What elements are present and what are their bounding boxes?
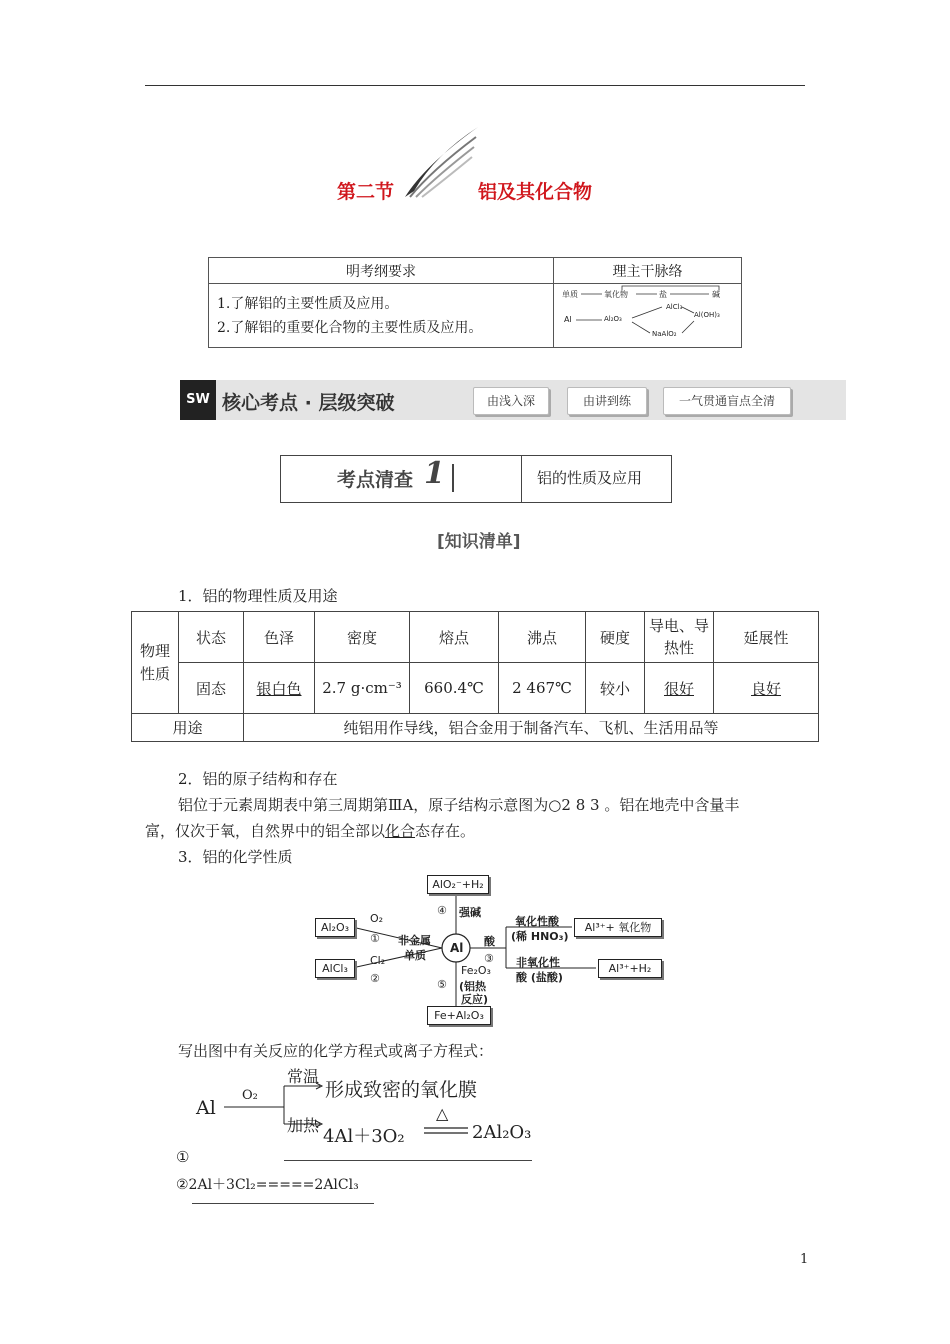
side-label: 物理性质 (132, 612, 179, 714)
physical-properties-table (131, 611, 819, 742)
s2-line1: 铝位于元素周期表中第三周期第ⅢA，原子结构示意图为○2 8 3 。铝在地壳中含量丰 (178, 796, 740, 814)
top-rule (145, 85, 805, 86)
eq-line2: ②2Al＋3Cl₂=====2AlCl₃ (176, 1177, 359, 1193)
num-2: ② (370, 972, 380, 985)
h-color: 色泽 (244, 612, 315, 663)
num-5: ⑤ (437, 978, 447, 991)
v-ductility: 良好 (714, 663, 819, 714)
label-strong-base: 强碱 (459, 906, 481, 919)
s2-line2c: 态存在。 (415, 822, 476, 840)
diagram-center: Al (450, 941, 464, 955)
h-melting: 熔点 (410, 612, 499, 663)
v-density: 2.7 g·cm⁻³ (315, 663, 410, 714)
v-hardness: 较小 (586, 663, 645, 714)
kaodian-topic: 铝的性质及应用 (537, 469, 643, 487)
label-cl2: Cl₂ (370, 954, 386, 967)
label-ox-acid2: (稀 HNO₃) (511, 930, 569, 943)
chemical-properties-diagram (310, 870, 670, 1030)
label-nonox-acid2: 酸 (盐酸) (516, 971, 563, 984)
box-alcl3: AlCl₃ (315, 959, 355, 978)
eq-delta: △ (436, 1104, 449, 1123)
eq-heat: 加热 (287, 1116, 320, 1135)
eq-o2: O₂ (242, 1088, 258, 1103)
box-al3-oxide: Al³⁺+ 氧化物 (574, 918, 662, 937)
btn-lecture-to-practice[interactable]: 由讲到练 (567, 387, 647, 415)
banner-title: 核心考点 · 层级突破 (222, 392, 395, 414)
section-title: 铝及其化合物 (478, 181, 593, 203)
flow-alcl3: AlCl₃ (666, 302, 683, 311)
flow-danzhi: 单质 (562, 289, 578, 299)
num-4: ④ (437, 904, 447, 917)
flow-al: Al (564, 314, 572, 324)
num-1: ① (370, 932, 380, 945)
eq-num1: ① (176, 1148, 190, 1166)
h-conductivity: 导电、导热性 (645, 612, 714, 663)
req-item-2: 2.了解铝的重要化合物的主要性质及应用。 (217, 319, 483, 336)
v-state: 固态 (179, 663, 244, 714)
s3-heading: 3．铝的化学性质 (178, 848, 293, 866)
flow-diagram (554, 285, 740, 347)
v-color: 银白色 (244, 663, 315, 714)
eq-al: Al (196, 1097, 216, 1119)
sw-logo: SW (180, 380, 216, 420)
section-label: 第二节 (337, 181, 395, 203)
flow-naalo2: NaAlO₂ (652, 329, 677, 338)
h-ductility: 延展性 (714, 612, 819, 663)
num-3: ③ (484, 952, 494, 965)
flow-aloh3: Al(OH)₃ (694, 310, 720, 319)
s2-line2b: 化合 (385, 822, 416, 840)
h-state: 状态 (179, 612, 244, 663)
v-boiling: 2 467℃ (499, 663, 586, 714)
eq-right: 2Al₂O₃ (472, 1122, 532, 1143)
h-hardness: 硬度 (586, 612, 645, 663)
label-fe2o3: Fe₂O₃ (461, 964, 491, 977)
eq-room-temp: 常温 (287, 1067, 320, 1086)
s1-heading: 1．铝的物理性质及用途 (178, 587, 338, 605)
kaodian-label: 考点清查 (337, 469, 414, 491)
req-item-1: 1.了解铝的主要性质及应用。 (217, 295, 399, 312)
v-melting: 660.4℃ (410, 663, 499, 714)
label-acid: 酸 (484, 935, 495, 948)
req-col2-header: 理主干脉络 (554, 258, 742, 284)
kaodian-number: 1 (424, 456, 445, 491)
use-value: 纯铝用作导线，铝合金用于制备汽车、飞机、生活用品等 (244, 714, 819, 742)
label-ox-acid: 氧化性酸 (515, 915, 559, 928)
reactions-intro: 写出图中有关反应的化学方程式或离子方程式： (178, 1042, 494, 1060)
page-number: 1 (800, 1252, 809, 1267)
label-nonmetal: 非金属 (398, 934, 431, 947)
label-nonox-acid: 非氧化性 (516, 956, 560, 969)
s2-line2a: 富，仅次于氧，自然界中的铝全部以 (145, 822, 386, 840)
knowledge-list-heading: [知识清单] (437, 532, 521, 552)
box-top: AlO₂⁻+H₂ (427, 875, 489, 894)
box-al2o3: Al₂O₃ (315, 918, 355, 937)
label-danzhi: 单质 (404, 949, 426, 962)
label-thermite1: (铝热 (459, 980, 487, 993)
flow-al2o3: Al₂O₃ (604, 314, 622, 323)
swoosh-logo-icon (400, 125, 482, 200)
btn-shallow-to-deep[interactable]: 由浅入深 (473, 387, 549, 415)
label-thermite2: 反应) (461, 993, 489, 1006)
box-bottom: Fe+Al₂O₃ (427, 1006, 491, 1025)
box-al3-h2: Al³⁺+H₂ (598, 959, 662, 978)
kaodian-box (280, 455, 672, 503)
v-conductivity: 很好 (645, 663, 714, 714)
req-col1-header: 明考纲要求 (209, 258, 554, 284)
flow-base: 碱 (712, 289, 720, 299)
use-label: 用途 (132, 714, 244, 742)
flow-oxide: 氧化物 (604, 289, 628, 299)
equals-sign-icon (424, 1126, 468, 1136)
core-banner (180, 380, 846, 420)
h-density: 密度 (315, 612, 410, 663)
label-o2: O₂ (370, 912, 384, 925)
requirements-table (208, 257, 742, 348)
eq-film: 形成致密的氧化膜 (325, 1079, 478, 1101)
btn-clear-blindspots[interactable]: 一气贯通盲点全清 (663, 387, 791, 415)
eq-left: 4Al＋3O₂ (323, 1126, 405, 1147)
h-boiling: 沸点 (499, 612, 586, 663)
s2-heading: 2．铝的原子结构和存在 (178, 770, 338, 788)
flow-salt: 盐 (659, 289, 667, 299)
